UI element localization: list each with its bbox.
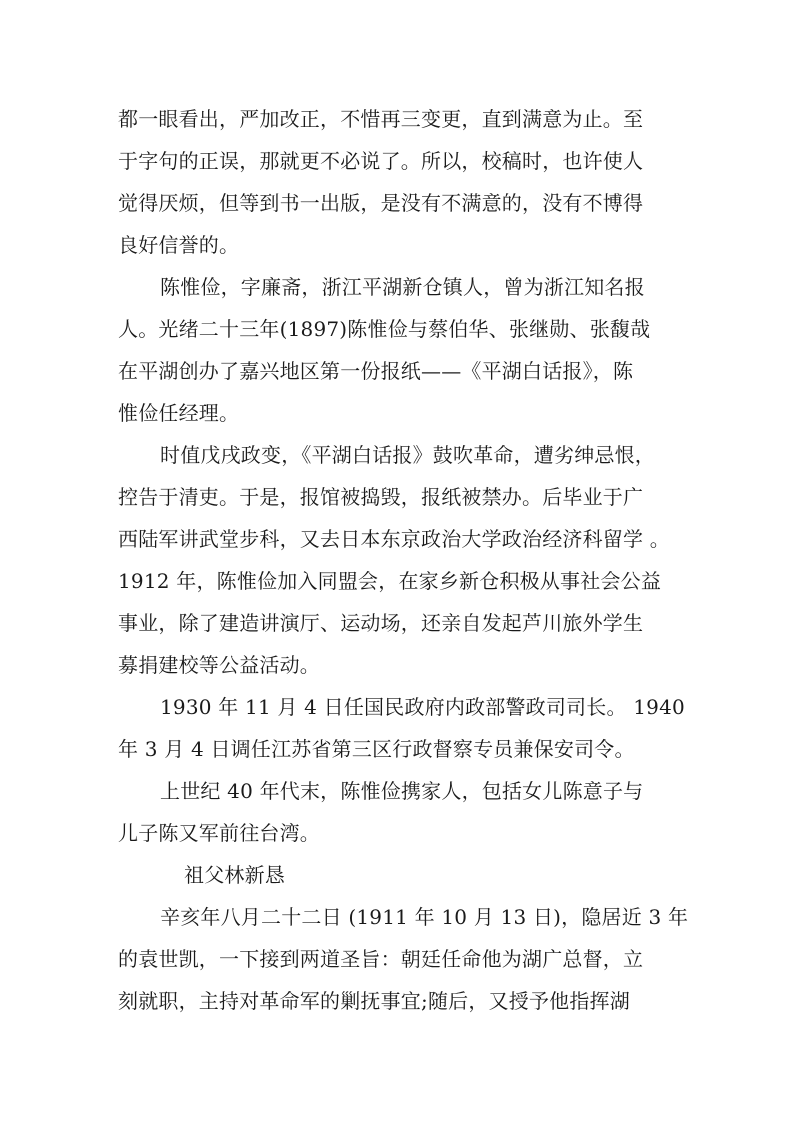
- section-heading: 祖父林新恳: [184, 863, 285, 887]
- paragraph-first-line: 上世纪 40 年代末，陈惟俭携家人，包括女儿陈意子与: [160, 779, 644, 803]
- text-line: 西陆军讲武堂步科，又去日本东京政治大学政治经济科留学 。: [118, 527, 670, 551]
- paragraph-first-line: 时值戊戌政变，《平湖白话报》鼓吹革命，遭劣绅忌恨，: [160, 443, 655, 467]
- text-line: 在平湖创办了嘉兴地区第一份报纸——《平湖白话报》，陈: [118, 359, 634, 383]
- text-line: 年 3 月 4 日调任江苏省第三区行政督察专员兼保安司令。: [118, 737, 635, 761]
- paragraph-first-line: 辛亥年八月二十二日 (1911 年 10 月 13 日)，隐居近 3 年: [160, 905, 689, 929]
- text-line: 事业，除了建造讲演厅、运动场，还亲自发起芦川旅外学生: [118, 611, 644, 635]
- text-line: 儿子陈又军前往台湾。: [118, 821, 320, 845]
- text-line: 惟俭任经理。: [118, 401, 240, 425]
- text-line: 觉得厌烦，但等到书一出版，是没有不满意的，没有不博得: [118, 191, 644, 215]
- text-line: 刻就职，主持对革命军的剿抚事宜;随后，又授予他指挥湖: [118, 989, 630, 1013]
- text-line: 于字句的正误，那就更不必说了。所以，校稿时，也许使人: [118, 149, 644, 173]
- text-line: 1912 年，陈惟俭加入同盟会，在家乡新仓积极从事社会公益: [118, 569, 662, 593]
- text-line: 人。光绪二十三年(1897)陈惟俭与蔡伯华、张继勋、张馥哉: [118, 317, 651, 341]
- text-line: 的袁世凯，一下接到两道圣旨：朝廷任命他为湖广总督，立: [118, 947, 644, 971]
- text-line: 募捐建校等公益活动。: [118, 653, 320, 677]
- text-line: 都一眼看出，严加改正，不惜再三变更，直到满意为止。至: [118, 107, 644, 131]
- text-line: 良好信誉的。: [118, 233, 240, 257]
- paragraph-first-line: 陈惟俭，字廉斋，浙江平湖新仓镇人，曾为浙江知名报: [160, 275, 645, 299]
- paragraph-first-line: 1930 年 11 月 4 日任国民政府内政部警政司司长。 1940: [160, 695, 685, 719]
- document-body: [118, 98, 688, 1022]
- text-line: 控告于清吏。于是，报馆被捣毁，报纸被禁办。后毕业于广: [118, 485, 644, 509]
